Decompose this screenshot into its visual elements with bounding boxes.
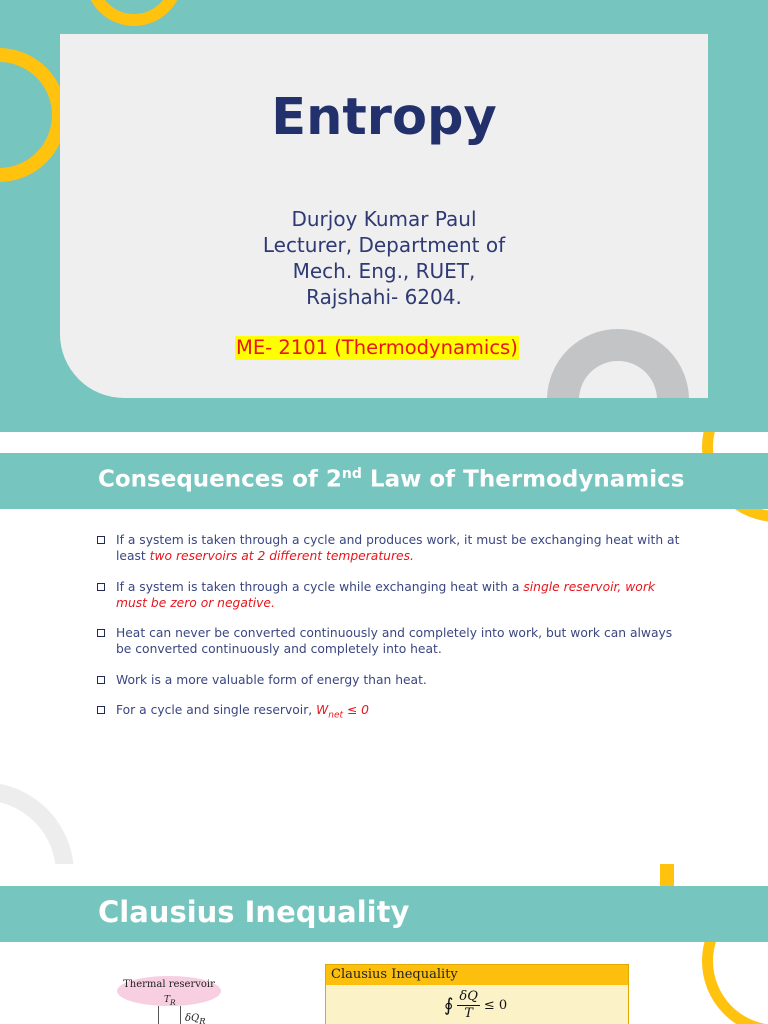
temperature-label: $T_R$ (164, 995, 176, 1007)
slide-title: Entropy (271, 88, 497, 147)
list-item (96, 625, 686, 657)
author-name: Durjoy Kumar Paul (291, 207, 477, 231)
square-bullet-icon (97, 536, 105, 544)
work-subscript: net (328, 710, 344, 721)
square-bullet-icon (97, 676, 105, 684)
cyclic-integral-icon: ∮ (444, 995, 454, 1016)
course-code: ME- 2101 (Thermodynamics) (236, 336, 518, 359)
list-item (96, 672, 686, 688)
clausius-slide (0, 864, 768, 1024)
heat-label: $\delta Q_R$ (185, 1013, 206, 1024)
reservoir-label: Thermal reservoir (123, 979, 215, 990)
author-department: Mech. Eng., RUET, (292, 259, 476, 283)
bullet-text: If a system is taken through a cycle while exchanging heat with a (116, 579, 524, 594)
formula-rhs: ≤ 0 (483, 998, 508, 1013)
list-item (96, 532, 686, 564)
decorative-ring-left (0, 48, 66, 182)
square-bullet-icon (97, 706, 105, 714)
decorative-ring-grey (0, 782, 74, 864)
bullet-text: For a cycle and single reservoir, (116, 703, 317, 717)
author-location: Rajshahi- 6204. (306, 285, 462, 309)
work-symbol: W (316, 703, 329, 717)
bullet-list (96, 532, 686, 738)
inequality-text: ≤ 0 (343, 703, 369, 717)
bullet-text: Work is a more valuable form of energy than heat. (116, 672, 427, 687)
diagram-line (180, 1006, 181, 1024)
decorative-ring-grey (547, 329, 689, 398)
reservoir-diagram (112, 972, 232, 1024)
bullet-text: If a system is taken through a cycle and produces work, it must be exchanging heat with at least (116, 533, 680, 563)
formula-numerator: δQ (459, 989, 478, 1004)
box-heading: Clausius Inequality (326, 965, 628, 985)
bullet-highlight: single reservoir, work must be zero or negative. (116, 579, 656, 610)
title-prefix: Consequences of 2 (98, 466, 342, 493)
decorative-bar (660, 864, 674, 886)
formula-denominator: T (464, 1006, 473, 1021)
list-item (96, 579, 686, 611)
clausius-formula (444, 989, 507, 1022)
clausius-inequality-box (325, 964, 629, 1024)
title-superscript: nd (341, 466, 362, 482)
consequences-slide (0, 432, 768, 864)
decorative-ring-top (85, 0, 183, 26)
square-bullet-icon (97, 629, 105, 637)
slide-title (98, 466, 684, 493)
author-position: Lecturer, Department of (262, 233, 506, 257)
list-item (96, 702, 686, 723)
title-band (0, 453, 768, 509)
formula-fraction (457, 989, 479, 1022)
title-slide (0, 0, 768, 432)
slide-title: Clausius Inequality (98, 895, 410, 929)
square-bullet-icon (97, 583, 105, 591)
title-suffix: Law of Thermodynamics (361, 466, 685, 493)
bullet-text: Heat can never be converted continuously and completely into work, but work can always be converted continuously and completely into heat. (116, 626, 673, 656)
title-band (0, 886, 768, 942)
author-block (60, 206, 708, 310)
diagram-line (158, 1006, 159, 1024)
bullet-highlight (316, 703, 369, 721)
bullet-highlight: two reservoirs at 2 different temperatures. (149, 549, 414, 563)
title-card (60, 34, 708, 398)
